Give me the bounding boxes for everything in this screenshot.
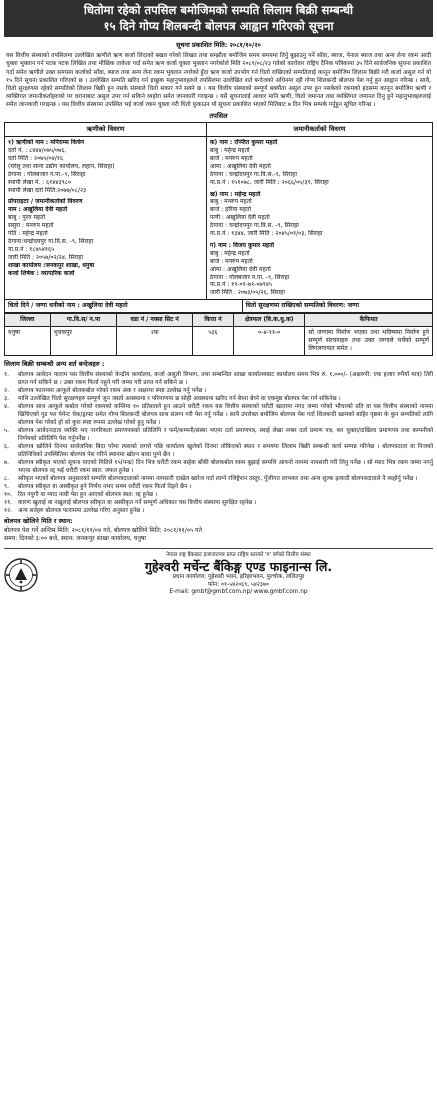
- col-ward: वडा नं / नक्सा सिट नं: [117, 314, 192, 327]
- col-vdc: गा.वि.स/ न.पा: [50, 314, 117, 327]
- cell-kitta: ५३६: [192, 327, 233, 356]
- term-number: ९.: [4, 484, 9, 490]
- term-item: [4, 499, 433, 507]
- cell-ward: २क: [117, 327, 192, 356]
- company-logo-icon: [4, 558, 38, 592]
- footer-tagline: नेपाल राष्ट्र बैंकबाट इजाजतपत्र प्राप्त राष्ट्रिय स्तरको 'ग' वर्गको वित्तीय संस्था: [166, 552, 311, 558]
- term-item: [4, 507, 433, 515]
- term-number: २.: [4, 387, 9, 394]
- company-phone: फोन: ०१-५४२०६९, ५४२३७०: [208, 581, 269, 588]
- bid-deadline: बोलपत्र पेश गर्ने अन्तिम मिति: २०८१/११/०४ गते, बोलपत्र खोलिने मिति: २०८१/११/०५ गते: [4, 526, 202, 534]
- term-text: स्वीकृत भएको बोलपत्र अनुसारको सम्पत्ति बोलपत्रदाताको नाममा नामसारी दाखेल खारेज गर्दा लाग्ने रजिष्ट्रेशन दस्तुर, पूँजीगत लाभकर तथा अन्य शुल्क इत्यादी बोलपत्रदाताले नै व्यहोर्नु पर्नेछ ।: [18, 475, 418, 482]
- col-district: जिल्ला: [5, 314, 51, 327]
- borrower-line: बाबु : पुरन महतो: [8, 214, 46, 222]
- guarantors-line: बाबु : महेन्द्र महतो: [209, 146, 250, 154]
- company-info: [44, 552, 433, 597]
- guarantors-line: ना.प्र.नं : १३४४, जारी मिति : २०४५/०१/०३, सिराहा: [209, 230, 323, 238]
- borrower-details: [5, 137, 207, 300]
- guarantors-line: बाबु : मनरुप महतो: [209, 198, 252, 206]
- borrower-line: स्थायी लेखा दर्ता मिति:२०७७/०८/२३: [8, 186, 87, 194]
- guarantors-line: बाजे : मनरुप महतो: [209, 257, 253, 265]
- borrower-line: १) ऋणीको नाम : मनिराम्स किचेन: [8, 139, 85, 147]
- guarantors-line: ना.प्र.नं : १९-०१-७१-०७९४५: [209, 281, 272, 289]
- term-number: ६.: [4, 443, 9, 450]
- term-text: बोलपत्र फाराममा आफूले बोलकबोल गरेको रकम अंक र अक्षरमा स्पष्ट उल्लेख गर्नु पर्नेछ ।: [18, 387, 207, 394]
- guarantors-line: पत्नी : अखुलिया देवी महतो: [209, 214, 270, 222]
- term-item: [4, 427, 433, 443]
- term-text: कारण खुलाई वा नखुलाई बोलपत्र स्वीकृत वा अस्वीकृत गर्ने सम्पूर्ण अधिकार यस वित्तीय संस्थामा सुरक्षित रहनेछ ।: [18, 500, 257, 507]
- borrower-line: नाम : अखुलिया देवी महतो: [8, 206, 68, 214]
- col-kitta: कित्ता नं: [192, 314, 233, 327]
- term-item: [4, 395, 433, 403]
- guarantors-line: ख) नाम : महेन्द्र महतो: [209, 190, 261, 198]
- term-text: बोलपत्र आवेदनदाता व्यक्ति भए नागरिकता प्रमाणपत्रको प्रतिलिपि र फर्म/कम्पनी/संस्था भएमा दर्ता प्रमाणपत्र, स्थाई लेखा नम्बर दर्ता प्रमाण पत्र, कर चुक्ता/दाखिला प्रमाणपत्र तथा कम्पनीको निर्णयको प्रतिलिपि पेश गर्नुपर्नेछ ।: [18, 427, 433, 442]
- term-item: [4, 387, 433, 395]
- cell-vdc: भुचकपुर: [50, 327, 117, 356]
- publication-date: सूचना प्रकाशित मिति: २०८१/१०/२०: [176, 41, 261, 49]
- term-text: बोलपत्र स्वीकृत भएको सूचना पाएको मितिले १५(पन्ध्र) दिन भित्र धरौटी रकम बाहेक बाँकी बोलकबोल रकम बुझाई सम्पत्ति आफ्नो नाममा नामसारी गरी लिनु पर्नेछ । सो म्याद भित्र रकम जम्मा नगर्नु भएमा बोलपत्र रद्द भई धरौटी रकम स्वत: जफत हुनेछ ।: [18, 459, 433, 474]
- term-item: [4, 483, 433, 491]
- borrower-line: ठेगाना:चन्द्रोदयपुर गा.वि.स. -९, सिराहा: [8, 237, 94, 245]
- terms-list: [4, 371, 433, 516]
- guarantors-line: बाजे : मनरुप महतो: [209, 154, 253, 162]
- term-item: [4, 403, 433, 427]
- cell-area: ०-४-११-०: [234, 327, 305, 356]
- term-text: बोलपत्र स्वीकृत वा अस्वीकृत हुने निर्णय नभए समम धरौटी रकम फिर्ता दिइने छैन ।: [18, 484, 192, 490]
- borrower-line: ठेगाना : गोलबजार न.पा.-९, सिराहा: [8, 170, 86, 178]
- term-number: ११.: [4, 500, 12, 507]
- borrower-line: (घरेलु तथा साना उद्योग कार्यालय, लहान, सिराहा): [8, 162, 115, 170]
- bid-heading: बोलपत्र खोलिने मिति र स्थान:: [4, 518, 73, 526]
- term-text: बोलपत्र आवेदन फाराम यस वित्तीय संस्थाको केन्द्रीय कार्यालय, कर्जा असुली विभाग, तथा सम्बन्धित शाखा कार्यालयबाट कार्यालय समय भित्र रु. १,०००/- (अक्षरुपी: एक हजार रुपैयाँ मात्र) तिरी प्राप्त गर्न सकिने छ । उक्त रकम फिर्ता नहुने गरी जम्मा गरी प्राप्त गर्न सकिने छ ।: [18, 371, 433, 386]
- land-owner-name: धितो दिने / जग्गा धनीको नाम : अखुलिया देवी महतो: [5, 300, 243, 312]
- borrower-line: जारी मिति : २०५७/०२/२४, सिराहा: [8, 253, 84, 261]
- borrower-line: कर्जा शिर्षक : व्यापारिक कर्जा: [8, 269, 75, 277]
- col-remarks: कैफियत: [305, 314, 433, 327]
- table-row: [5, 327, 433, 356]
- term-number: ८.: [4, 475, 9, 482]
- cell-district: धनुषा: [5, 327, 51, 356]
- borrower-line: स्थायी लेखा नं. : ६१४४३९८०: [8, 178, 72, 186]
- term-number: ५.: [4, 427, 9, 434]
- borrower-line: पति : महेन्द्र महतो: [8, 230, 48, 238]
- guarantor-header: जमानीकर्ताको विवरण: [206, 123, 432, 137]
- guarantors-line: ना.प्र.नं : १५१०७८, जारी मिति : २०६६/०५/३१, सिराहा: [209, 178, 329, 186]
- collateral-description: धितो सुरक्षणमा राखिएको सम्पतिको विवरण: जग्गा: [245, 302, 359, 310]
- term-number: ७.: [4, 459, 9, 466]
- term-number: १०.: [4, 492, 12, 499]
- tapsil-heading: तपसिल: [209, 111, 228, 120]
- guarantors-line: आमा : अखुलिया देवी महतो: [209, 265, 271, 273]
- term-item: [4, 475, 433, 483]
- term-number: ४.: [4, 403, 9, 410]
- notice-title-line1: धितोमा रहेको तपसिल बमोजिमको सम्पति लिलाम बिक्री सम्बन्धी: [83, 3, 354, 17]
- borrower-line: दर्ता मिति : २०७५/०४/१६: [8, 154, 64, 162]
- guarantors-line: बाजे : हरिया महतो: [209, 206, 252, 214]
- bid-schedule: [4, 518, 433, 544]
- intro-paragraph: यस वित्तीय संस्थाको तपसिलमा उल्लेखित ऋणीले ऋण कर्जा लिदाको बखत गरेको लिखत तथा सम्झौता बमोजिम समय समयमा तिर्नु बुझाउनु पर्ने साँवा, ब्याज, पेनाल ब्याज तथा अन्य लेना रकम आदी चुक्ता भुक्तान गर्न पटक पटक लिखित तथा मौखिक ताकेता गर्दा समेत ऋण कर्जा चुक्ता भुक्तान नगरेकोले मिति २०८१/०८/२३ गतेको कारोवार राष्ट्रिय दैनिक पत्रिकामा ३५ दिने सार्वजनिक सूचना प्रकाशित गर्दा समेत ऋणीले उक्त समयमा कर्जाको साँवा, ब्याज तथा अन्य लेना रकम भुक्तान नगरेको हुँदा ऋण कर्जा उपभोग गर्न धितो राखिएको सम्पतिलाई कानून बमोजिम लिलाम बिक्री गरी कर्जा असुल गर्न यो १५ दिने सूचना प्रकाशित गरिएको छ । उल्लेखित सम्पति खरिद गर्न इच्छुक महानुभावहरुले तपसिलमा उल्लेखित शर्त बन्देजको अधिनमा रही गोप्य शिलबन्दी बोलपत्र पेश गर्नु हुन आह्वान गरिन्छ । साथै, धितो सुरक्षणमा रहेको सम्पतिको लिलाम बिक्री हुन नसके संस्थाले धितो सकार गर्न सक्ने छ । यस वित्तीय संस्थाको सम्पूर्ण बक्यौता असुल उपर हुन नसकेको रकमको हदसम्म कानून बमोजिम ऋणी र व्यक्तिगत जमानीकर्ताहरुको पर धरानाबाट असुल उपर गर्न सकिने व्यहोरा समेत जानकारी गराइन्छ । यसै सूचनालाई आधार मानि ऋणी, धितो जमानत तथा व्यक्तिगत जमानत दिनु हुने महानुभावहरुलाई समेत जानकारी गराइन्छ । यस वित्तीय संस्थामा उपस्थित भई कर्जा रकम चुक्ता गरी धितो फुकाउन यो सूचना प्रकाशित भएको मितिबाट ७ दिन भित्र सम्पर्क गर्नुहुन सूचित गरिन्छ ।: [6, 53, 431, 108]
- notice-title-line2: १५ दिने गोप्य शिलबन्दी बोलपत्र आह्वान गरिएको सूचना: [103, 19, 334, 33]
- term-item: [4, 371, 433, 387]
- guarantors-line: ठेगाना : गोलबजार न.पा. -९, सिराहा: [209, 273, 290, 281]
- term-item: [4, 491, 433, 499]
- term-number: ३.: [4, 395, 9, 402]
- term-item: [4, 443, 433, 459]
- owner-strip: [4, 300, 433, 313]
- borrower-line: दर्ता नं. : ८४४४/०७५/०७६,: [8, 146, 67, 154]
- bid-time-place: समय: दिनको ३:०० बजे, स्थान: जनकपुर शाखा कार्यालय, धनुषा: [4, 535, 146, 543]
- guarantors-line: क) नाम : रञ्जित कुमार महतो: [209, 139, 278, 147]
- terms-heading: लिलाम बिक्री सम्बन्धी अन्य शर्त बन्देजहरु :: [4, 360, 105, 369]
- notice-title-banner: [4, 0, 433, 37]
- guarantors-line: ग) नाम : विजय कुमार महतो: [209, 241, 275, 249]
- property-table: [4, 313, 433, 356]
- guarantors-line: बाबु : महेन्द्र महतो: [209, 249, 250, 257]
- term-text: अन्य शर्तहरु बोलपत्र फाराममा उल्लेख गरिए अनुसार हुनेछ ।: [18, 508, 145, 515]
- term-text: रित नपुगी वा म्याद नाघी पेश हुन आएको बोलपत्र स्वत: रद्द हुनेछ ।: [18, 492, 158, 499]
- term-text: बोलपत्र खोलिने दिनमा सार्वजनिक बिदा परेमा त्यसको लगत्ते पछि कार्यालय खुलेको दिनमा तोकिएको स्थान र समयमा लिलाम बिक्री सम्बन्धी कार्य सम्पन्न गरिनेछ । बोलपत्रदाता वा निजको प्रतिनिधिको उपस्थितिमा बोलपत्र पेश गरिने स्थानमा खोल्न बाधा पुग्ने छैन ।: [18, 443, 433, 458]
- company-address: प्रधान कार्यालय: गुहेश्वरी भवन, हरिहरभवन, पुल्चोक, ललितपुर: [172, 574, 305, 581]
- borrower-line: शाखा कार्यालय :जनकपुर शाखा, धनुषा: [8, 261, 95, 269]
- guarantor-details: [206, 137, 432, 300]
- guarantors-line: ठेगाना : चन्द्रोदयपुर गा.वि.स.-९, सिराहा: [209, 170, 297, 178]
- term-text: माथि उल्लेखित धितो सुरक्षणहरु सम्पूर्ण जुन जस्तो अवस्थामा र परिमाणमा छ सोही अवस्थामा खरिद गर्न बेच्ना बेच्ने वा एकमुष्ठ बोलपत्र पेश गर्न सकिनेछ ।: [18, 395, 341, 402]
- guarantors-line: आमा : अखुलिया देवी महतो: [209, 162, 271, 170]
- term-text: बोलपत्र साथ आफूले कबोल गरेको रकमको कम्तिमा १० प्रतिशतले हुन आउने धरौटी रकम यस वित्तीय संस्थाको धरौटी खातामा नगद जम्मा गरेको भौचरको प्रति वा यस वित्तीय संस्थाको नाममा खिचिएको गुड फर पेमेन्ट चेक/ड्राफ्ट समेत गोप्य शिलबन्दी बोलपत्र साथ संलग्न गरी पेश गर्नु पर्नेछ । साथै उपरोक्त बमोजिम बोलपत्र पेश गर्दा शिलबन्दी खामको बाहिर पृष्ठमा के कुन सम्पतिको लागि बोलपत्र पेश गरेको हो सो कुरा स्पष्ट रुपमा उल्लेख गरेको हुनु पर्नेछ ।: [18, 403, 433, 426]
- term-item: [4, 459, 433, 475]
- footer: [4, 548, 433, 597]
- borrower-line: ससुरा : मनरुप महतो: [8, 222, 54, 230]
- guarantors-line: जारी मिति : २०७३/०५/२६, सिराहा: [209, 289, 285, 297]
- borrower-line: प्रोपराइटर / जमानीकर्ताको विवरण: [8, 198, 83, 206]
- borrower-header: ऋणीको विवरण: [5, 123, 207, 137]
- guarantors-line: ठेगाना : चन्द्रोदयपुर गा.वि.स. -९, सिराहा: [209, 222, 299, 230]
- cell-remarks: सो जग्गामा निर्माण भएका तथा भविष्यमा निर्माण हुने सम्पूर्ण संरचनाहरु तथा उक्त जग्गाले चर्चेको सम्पूर्ण लिगलगापात समेत ।: [305, 327, 433, 356]
- company-email: E-mail: gmbf@gmbf.com.np/ www.gmbf.com.np: [169, 589, 308, 596]
- borrower-line: ना.प्र.नं : १८७५४१६५: [8, 245, 55, 253]
- term-number: १.: [4, 371, 9, 378]
- col-area: क्षेत्रफल (वि.क.धु.क): [234, 314, 305, 327]
- company-name: गुहेश्वरी मर्चेन्ट बैंकिङ्ग एण्ड फाइनान्स लि.: [144, 559, 333, 575]
- loan-details-table: [4, 122, 433, 300]
- term-number: १२.: [4, 508, 12, 515]
